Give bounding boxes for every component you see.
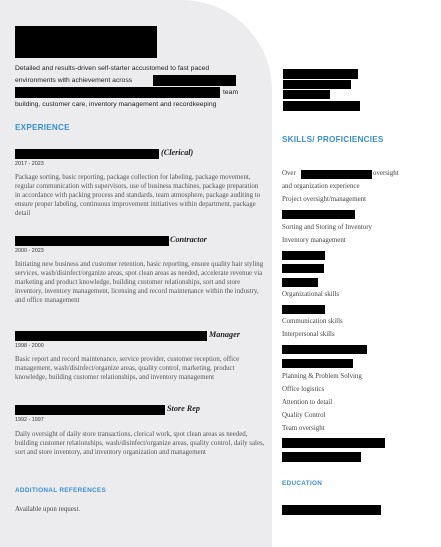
skill-attention: Attention to detail	[282, 399, 333, 406]
job4-dates: 1992 - 1997	[15, 417, 44, 423]
skill-redaction-9	[282, 452, 361, 462]
skill-office: Office logistics	[282, 386, 325, 393]
job4-title: Store Rep	[167, 404, 200, 413]
contact-redaction-1	[283, 69, 358, 79]
skill-redaction-6	[282, 345, 367, 354]
skill-redaction-5	[282, 305, 325, 314]
job1-title: (Clerical)	[161, 148, 194, 157]
experience-heading: EXPERIENCE	[15, 123, 70, 132]
skill-redaction-8	[282, 438, 385, 448]
intro-line-3-suffix: team	[223, 89, 239, 96]
skill-redaction-4	[282, 278, 318, 287]
skill-interpersonal: Interpersonal skills	[282, 331, 335, 338]
intro-redaction-2	[15, 87, 220, 98]
job4-description: Daily oversight of daily store transactions, clerical work, spot clean areas as needed, building customer relationships, wash/disinfect/organize areas, quality control, daily sales, sort and store inventory, and inventory organization and management	[15, 431, 265, 457]
skill-project: Project oversight/management	[282, 196, 367, 203]
education-heading: EDUCATION	[282, 480, 323, 487]
skill-team: Team oversight	[282, 425, 325, 432]
skill-over-line2: and organization experience	[282, 183, 360, 190]
intro-line-2: environments with achievement across	[15, 77, 133, 84]
skill-communication: Communication skills	[282, 318, 343, 325]
skill-planning: Planning & Problem Solving	[282, 373, 362, 380]
skill-redaction-1	[282, 210, 355, 219]
contact-redaction-2	[283, 80, 351, 89]
job3-description: Basic report and record maintenance, service provider, customer reception, office management, wash/disinfect/organize areas, quality control, marketing, product knowledge, building customer relationships, and inventory management	[15, 356, 240, 382]
skill-quality: Quality Control	[282, 412, 326, 419]
job2-title: Contractor	[170, 235, 207, 244]
name-redaction	[15, 26, 157, 58]
skill-inventory: Inventory management	[282, 237, 346, 244]
intro-redaction-1	[153, 75, 236, 86]
skill-sorting: Sorting and Storing of Inventory	[282, 224, 372, 231]
education-redaction	[282, 505, 381, 515]
job2-employer-redaction	[15, 236, 169, 246]
additional-references-heading: ADDITIONAL REFERENCES	[15, 487, 107, 494]
additional-references-text: Available upon request.	[15, 506, 81, 513]
job1-description: Package sorting, basic reporting, package collection for labeling, package movement, regular communication with supervisors, use of business machines, package preparation in accordance with packing process and standards, team atmosphere, package auditing to ensure proper labeling, continuous improvement initiatives within department, package detail	[15, 174, 261, 218]
skill-redaction-2	[282, 251, 325, 260]
job3-employer-redaction	[15, 331, 207, 341]
job3-dates: 1998 - 2000	[15, 343, 44, 349]
job2-dates: 2000 - 2023	[15, 248, 44, 254]
skill-over-prefix: Over	[282, 170, 296, 177]
contact-redaction-3	[283, 90, 330, 99]
job3-title: Manager	[209, 330, 240, 339]
skill-over-redaction	[301, 170, 372, 179]
skill-redaction-7	[282, 359, 353, 368]
intro-line-4: building, customer care, inventory management and recordkeeping	[15, 101, 217, 108]
intro-line-1: Detailed and results-driven self-starter accustomed to fast paced	[15, 65, 210, 72]
job4-employer-redaction	[15, 405, 165, 415]
skill-redaction-3	[282, 264, 324, 273]
contact-redaction-4	[283, 101, 360, 111]
skills-heading: SKILLS/ PROFICIENCIES	[282, 135, 384, 144]
skill-over-suffix: oversight	[373, 170, 399, 177]
job1-dates: 2017 - 2023	[15, 161, 44, 167]
skill-organizational: Organizational skills	[282, 291, 340, 298]
job1-employer-redaction	[15, 149, 159, 159]
job2-description: Initiating new business and customer retention, basic reporting, ensure quality hair styling services, wash/disinfect/organize areas, spot clean areas as needed, accelerate revenue via marketing and product knowledge, building customer relationships, sort and store inventory, inventory management, licensing and record maintenance within the industry, and office management	[15, 261, 264, 305]
